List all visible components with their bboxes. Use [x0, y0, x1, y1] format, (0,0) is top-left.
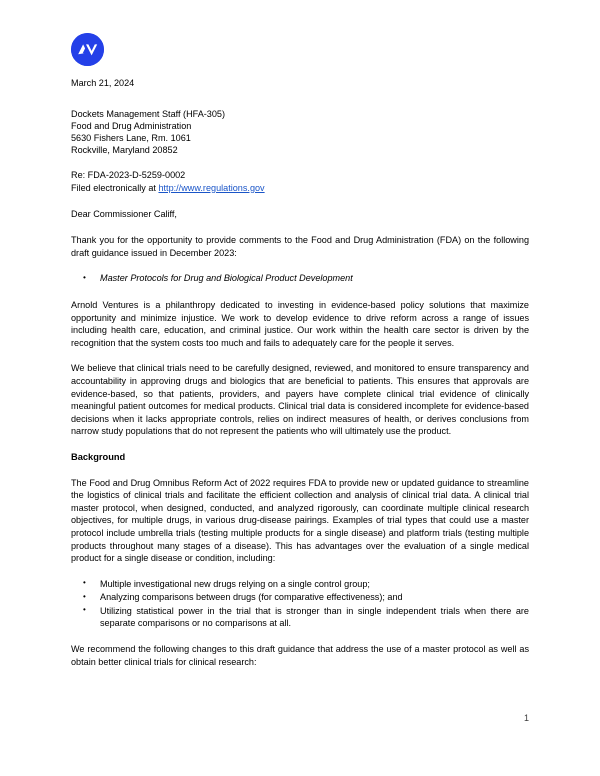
filing-line [71, 182, 529, 194]
address-line: Rockville, Maryland 20852 [71, 145, 178, 156]
about-paragraph: Arnold Ventures is a philanthropy dedicated to investing in evidence-based policy solutions that maximize opportunity and minimize injustice. We work to develop evidence to drive reform across a range of issues including health care, education, and criminal justice. Our work within the health care sector is driven by the recognition that the system costs too much and fails to adequately care for the people it serves. [71, 300, 529, 348]
reference-block [71, 169, 529, 193]
docket-number-line: Re: FDA-2023-D-5259-0002 [71, 170, 186, 181]
regulations-gov-link[interactable]: http://www.regulations.gov [158, 182, 265, 193]
page-number: 1 [523, 713, 529, 723]
belief-paragraph: We believe that clinical trials need to be carefully designed, reviewed, and monitored to ensure transparency and accountability in approving drugs and biologics that are beneficial to patients. This ensures that approvals are evidence-based, so that patients, providers, and payers have complete clinical trial evidence of clinically meaningful patient outcomes for medical products. Clinical trial data is considered incomplete for evidence-based decisions when it lacks appropriate controls, relies on indirect measures of health, or derives conclusions from narrow study populations that do not represent the patients who will ultimately use the product. [71, 363, 529, 437]
list-item: • Multiple investigational new drugs relying on a single control group; [71, 578, 529, 591]
salutation: Dear Commissioner Califf, [71, 208, 177, 219]
list-item: • Analyzing comparisons between drugs (for comparative effectiveness); and [71, 591, 529, 604]
address-line: Food and Drug Administration [71, 120, 192, 131]
filing-prefix-text: Filed electronically at [71, 182, 159, 193]
list-item: • Master Protocols for Drug and Biological Product Development [71, 272, 529, 285]
advantages-list [71, 578, 529, 630]
background-paragraph: The Food and Drug Omnibus Reform Act of 2022 requires FDA to provide new or updated guidance to streamline the logistics of clinical trials and facilitate the efficient collection and analysis of clinical trial data. A clinical trial master protocol, when designed, conducted, and analyzed rigorously, can coordinate multiple clinical research objectives, for multiple drugs, in various drug-disease pairings. Examples of trial types that could use a master protocol include umbrella trials (testing multiple products for a single disease) and platform trials (testing multiple products throughout many stages of a disease). This has advantages over the evaluation of a single medical product for a single disease or condition, including: [71, 477, 529, 564]
letter-content [71, 33, 529, 681]
letter-date: March 21, 2024 [71, 78, 135, 88]
list-item: • Utilizing statistical power in the trial that is stronger than in single independent trials when there are separate comparisons or no comparisons at all. [71, 605, 529, 630]
arnold-ventures-logo-icon [71, 33, 104, 66]
guidance-list [71, 272, 529, 285]
recipient-address [71, 108, 529, 157]
closing-paragraph: We recommend the following changes to this draft guidance that address the use of a master protocol as well as obtain better clinical trials for clinical research: [71, 644, 529, 667]
address-line: Dockets Management Staff (HFA-305) [71, 108, 225, 119]
background-heading: Background [71, 451, 126, 462]
address-line: 5630 Fishers Lane, Rm. 1061 [71, 132, 191, 143]
intro-paragraph: Thank you for the opportunity to provide comments to the Food and Drug Administration (FDA) on the following draft guidance issued in December 2023: [71, 235, 529, 258]
